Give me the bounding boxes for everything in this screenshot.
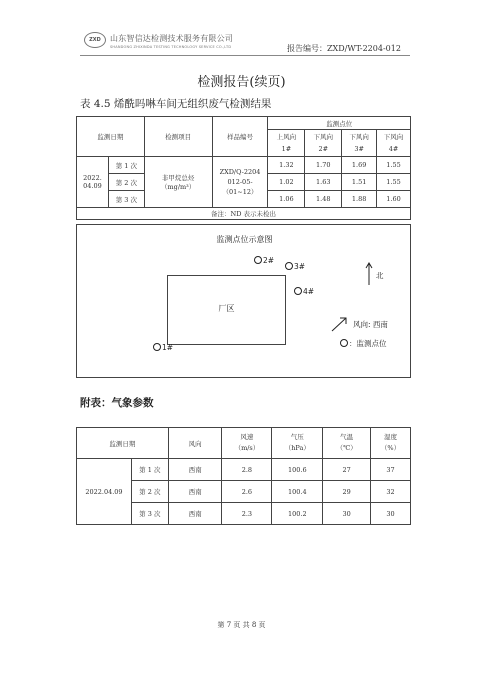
header-divider bbox=[80, 55, 410, 56]
table-title: 表 4.5 烯酰吗啉车间无组织废气检测结果 bbox=[80, 98, 272, 110]
value-cell: 1.63 bbox=[305, 174, 342, 191]
value-cell: 西南 bbox=[168, 481, 222, 503]
point-1 bbox=[153, 343, 173, 352]
point-4-label: 4# bbox=[303, 287, 315, 296]
point-3-label: 3# bbox=[294, 262, 306, 271]
diagram-title: 监测点位示意图 bbox=[216, 235, 273, 244]
value-cell: 1.69 bbox=[342, 157, 377, 174]
value-cell: 1.51 bbox=[342, 174, 377, 191]
value-cell: 1.55 bbox=[377, 157, 411, 174]
value-cell: 西南 bbox=[168, 503, 222, 525]
weather-header-wind-dir: 风向 bbox=[168, 428, 222, 459]
weather-table bbox=[76, 427, 411, 525]
plant-area-label: 厂区 bbox=[218, 304, 235, 313]
value-cell: 1.70 bbox=[305, 157, 342, 174]
value-cell: 100.4 bbox=[272, 481, 323, 503]
header-sample: 样品编号 bbox=[212, 117, 268, 157]
point-2 bbox=[254, 256, 274, 265]
value-cell: 1.32 bbox=[268, 157, 305, 174]
value-cell: 1.02 bbox=[268, 174, 305, 191]
header-point-1: 上风向 1# bbox=[268, 130, 305, 157]
weather-header-date: 监测日期 bbox=[77, 428, 169, 459]
header-point-2: 下风向 2# bbox=[305, 130, 342, 157]
row-label: 第 1 次 bbox=[108, 157, 144, 174]
point-marker-icon bbox=[285, 262, 293, 270]
monitoring-point-diagram bbox=[76, 224, 411, 378]
weather-header-humidity: 湿度 （%） bbox=[371, 428, 411, 459]
legend-monitoring-point bbox=[340, 338, 387, 349]
row-label: 第 3 次 bbox=[131, 503, 168, 525]
value-cell: 1.88 bbox=[342, 191, 377, 208]
annex-title: 附表：气象参数 bbox=[80, 397, 154, 409]
value-cell: 2.3 bbox=[222, 503, 272, 525]
point-marker-icon bbox=[294, 287, 302, 295]
row-label: 第 2 次 bbox=[131, 481, 168, 503]
value-cell: 100.2 bbox=[272, 503, 323, 525]
value-cell: 37 bbox=[371, 459, 411, 481]
weather-header-wind-speed: 风速 （m/s） bbox=[222, 428, 272, 459]
point-4 bbox=[294, 287, 314, 296]
weather-header-pressure: 气压 （hPa） bbox=[272, 428, 323, 459]
company-logo bbox=[84, 32, 106, 48]
header-point-3: 下风向 3# bbox=[342, 130, 377, 157]
value-cell: 1.48 bbox=[305, 191, 342, 208]
value-cell: 27 bbox=[323, 459, 371, 481]
header-point-4: 下风向 4# bbox=[377, 130, 411, 157]
table-note: 备注：ND 表示未检出 bbox=[77, 208, 411, 220]
weather-header-temperature: 气温 （℃） bbox=[323, 428, 371, 459]
company-name-cn: 山东智信达检测技术服务有限公司 bbox=[110, 34, 233, 43]
north-label: 北 bbox=[376, 271, 384, 280]
logo-text: ZXD bbox=[89, 37, 101, 43]
value-cell: 30 bbox=[371, 503, 411, 525]
point-1-label: 1# bbox=[162, 343, 174, 352]
wind-direction-label: 风向: 西南 bbox=[353, 320, 388, 329]
sample-cell: ZXD/Q-2204 012-05- （01~12） bbox=[212, 157, 268, 208]
value-cell: 1.55 bbox=[377, 174, 411, 191]
value-cell: 32 bbox=[371, 481, 411, 503]
value-cell: 西南 bbox=[168, 459, 222, 481]
value-cell: 30 bbox=[323, 503, 371, 525]
header-item: 检测项目 bbox=[144, 117, 212, 157]
value-cell: 1.06 bbox=[268, 191, 305, 208]
legend-label: ：监测点位 bbox=[349, 339, 387, 348]
value-cell: 2.8 bbox=[222, 459, 272, 481]
page-number: 第 7 页 共 8 页 bbox=[217, 621, 266, 629]
date-cell: 2022. 04.09 bbox=[77, 157, 109, 208]
plant-area bbox=[167, 275, 286, 345]
wind-direction-arrow-icon bbox=[330, 315, 350, 333]
point-3 bbox=[285, 262, 305, 271]
row-label: 第 2 次 bbox=[108, 174, 144, 191]
header-date: 监测日期 bbox=[77, 117, 145, 157]
header-points: 监测点位 bbox=[268, 117, 411, 130]
company-name-en: SHANDONG ZHIXINDA TESTING TECHNOLOGY SERVICE CO.,LTD bbox=[110, 45, 232, 49]
value-cell: 1.60 bbox=[377, 191, 411, 208]
legend-marker-icon bbox=[340, 339, 348, 347]
item-cell: 非甲烷总烃 （mg/m³） bbox=[144, 157, 212, 208]
value-cell: 29 bbox=[323, 481, 371, 503]
point-marker-icon bbox=[153, 343, 161, 351]
point-2-label: 2# bbox=[263, 256, 275, 265]
weather-date-cell: 2022.04.09 bbox=[77, 459, 132, 525]
results-table bbox=[76, 116, 411, 220]
value-cell: 100.6 bbox=[272, 459, 323, 481]
page-title: 检测报告(续页) bbox=[197, 75, 286, 90]
point-marker-icon bbox=[254, 256, 262, 264]
row-label: 第 3 次 bbox=[108, 191, 144, 208]
row-label: 第 1 次 bbox=[131, 459, 168, 481]
report-number: 报告编号：ZXD/WT-2204-012 bbox=[287, 44, 401, 53]
value-cell: 2.6 bbox=[222, 481, 272, 503]
